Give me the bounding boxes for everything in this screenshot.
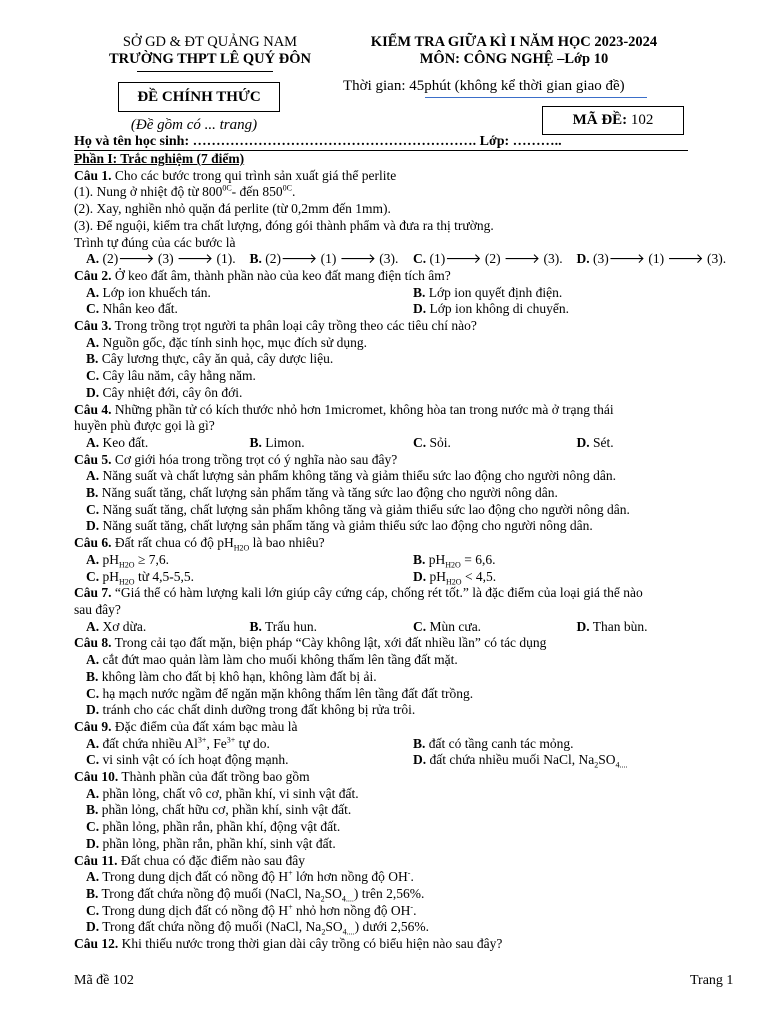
step-text: (1). Nung ở nhiệt độ từ 800 (74, 184, 223, 200)
q-text: Đặc điểm của đất xám bạc màu là (111, 718, 298, 734)
sup: + (288, 868, 293, 878)
exam-code-box (542, 106, 684, 135)
question-4 (74, 402, 734, 419)
q-label: Câu 11. (74, 852, 118, 868)
option-c[interactable] (413, 435, 577, 452)
opt-letter: D. (413, 568, 427, 584)
option-b[interactable] (413, 736, 740, 753)
option-d[interactable] (577, 619, 741, 636)
question-5 (74, 452, 734, 469)
opt-text: vi sinh vật có ích hoạt động mạnh. (99, 752, 289, 768)
sub: 4.... (615, 761, 628, 770)
opt-text: = 6,6. (460, 551, 496, 567)
sub: 2 (320, 894, 325, 904)
option-a[interactable] (74, 652, 734, 669)
option-a[interactable] (74, 786, 734, 803)
option-b[interactable] (250, 435, 414, 452)
option-d[interactable] (74, 919, 734, 936)
opt-text: Cây nhiệt đới, cây ôn đới. (99, 384, 243, 400)
opt-text: Trong dung dịch đất có nồng độ H (99, 902, 289, 918)
option-b[interactable] (413, 285, 740, 302)
opt-letter: C. (86, 752, 100, 768)
opt-text: đất chứa nhiều Al (99, 735, 198, 751)
opt-text: Than bùn. (589, 618, 648, 634)
pages-note: (Đề gồm có ... trang) (130, 117, 258, 133)
opt-text: , Fe (206, 735, 227, 751)
opt-letter: B. (413, 735, 426, 751)
opt-letter: D. (413, 301, 427, 317)
time-prefix: Thời gian: (343, 78, 410, 94)
opt-text: . (410, 869, 414, 885)
sup: - (407, 868, 411, 878)
opt-letter: C. (86, 568, 100, 584)
option-b[interactable] (74, 802, 734, 819)
q-label: Câu 2. (74, 267, 112, 283)
q-label: Câu 12. (74, 936, 119, 952)
opt-text: Lớp ion quyết định điện. (425, 284, 563, 300)
school-name: TRƯỜNG THPT LÊ QUÝ ĐÔN (109, 51, 311, 67)
sup: 3+ (197, 735, 207, 745)
sub: 2 (594, 761, 599, 770)
opt-letter: C. (86, 819, 100, 835)
option-c[interactable] (413, 251, 577, 268)
option-b[interactable] (74, 485, 734, 502)
q1-step1 (74, 184, 734, 201)
opt-letter: C. (413, 618, 427, 634)
opt-letter: B. (249, 434, 262, 450)
opt-letter: A. (86, 251, 100, 267)
q6-options-cd (74, 569, 734, 586)
q4-text-cont: huyền phù được gọi là gì? (74, 418, 215, 434)
q7-options (74, 619, 734, 636)
question-8 (74, 635, 734, 652)
q-text: Trong cải tạo đất mặn, biện pháp “Cày không lật, xới đất nhiều lần” có tác dụng (111, 635, 547, 651)
opt-text: . (413, 902, 417, 918)
opt-letter: A. (86, 434, 100, 450)
option-a[interactable] (86, 552, 413, 569)
opt-text: Lớp ion khuếch tán. (99, 284, 211, 300)
opt-text: đất chứa nhiều muối NaCl, Na (426, 752, 595, 768)
opt-text: Trong dung dịch đất có nồng độ H (99, 869, 289, 885)
option-b[interactable] (413, 552, 740, 569)
opt-letter: D. (576, 434, 590, 450)
q-text: Cơ giới hóa trong trồng trọt có ý nghĩa nào sau đây? (111, 451, 398, 467)
opt-letter: B. (86, 802, 99, 818)
opt-text: Trong đất chứa nồng độ muối (NaCl, Na (99, 919, 322, 935)
option-a[interactable] (86, 435, 250, 452)
option-c[interactable] (74, 502, 734, 519)
opt-text: Năng suất tăng, chất lượng sản phẩm tăng và tăng sức lao động cho người nông dân. (98, 485, 558, 501)
q9-options-cd (74, 752, 734, 769)
opt-text: (3)🡒 (1) 🡒 (3). (589, 251, 727, 267)
option-c[interactable] (86, 569, 413, 586)
option-c[interactable] (74, 903, 734, 920)
sub: 4.... (342, 928, 355, 938)
opt-text: (2)🡒 (3) 🡒 (1). (99, 251, 236, 267)
opt-text: Năng suất tăng, chất lượng sản phẩm không tăng và giảm thiểu sức lao động cho người nông dân. (99, 501, 630, 517)
sub: H2O (446, 577, 462, 587)
q-label: Câu 4. (74, 401, 112, 417)
sub: H2O (119, 560, 135, 570)
opt-text: pH (426, 568, 446, 584)
opt-letter: D. (86, 835, 100, 851)
option-b[interactable] (250, 619, 414, 636)
opt-letter: A. (86, 551, 100, 567)
q6-options-ab (74, 552, 734, 569)
exam-time (343, 78, 625, 95)
code-label: MÃ ĐỀ: (572, 112, 628, 128)
opt-letter: C. (86, 902, 100, 918)
option-d[interactable] (74, 385, 734, 402)
q-text: Khi thiếu nước trong thời gian dài cây trồng có biểu hiện nào sau đây? (118, 936, 503, 952)
option-c[interactable] (74, 819, 734, 836)
opt-text: SO (324, 885, 342, 901)
opt-text: Năng suất tăng, chất lượng sản phẩm tăng và giảm thiểu sức lao động cho người nông dân. (99, 518, 593, 534)
footer-code: Mã đề 102 (74, 973, 134, 988)
opt-text: Mùn cưa. (426, 618, 482, 634)
opt-text: Xơ dừa. (99, 618, 147, 634)
opt-text: tránh cho các chất dinh dưỡng trong đất không bị rửa trôi. (99, 702, 416, 718)
time-value: 45phút (không kể thời gian giao đề) (409, 78, 625, 94)
option-d[interactable] (74, 836, 734, 853)
sup: + (288, 902, 293, 912)
q-label: Câu 5. (74, 451, 112, 467)
option-d[interactable] (413, 569, 740, 586)
q1-stem: Trình tự đúng của các bước là (74, 234, 236, 250)
opt-letter: C. (413, 434, 427, 450)
opt-letter: C. (86, 301, 100, 317)
q-label: Câu 7. (74, 585, 112, 601)
opt-text: SO (325, 919, 343, 935)
question-11 (74, 853, 734, 870)
opt-text: Cây lương thực, cây ăn quả, cây dược liệu. (98, 351, 334, 367)
opt-letter: B. (86, 485, 99, 501)
option-b[interactable] (74, 886, 734, 903)
opt-text: Nhân keo đất. (99, 301, 178, 317)
q-text: Đất chua có đặc điểm nào sau đây (117, 852, 305, 868)
opt-letter: B. (86, 668, 99, 684)
time-underline (425, 97, 647, 98)
step-text: - đến 850 (231, 184, 283, 200)
opt-text: ) dưới 2,56%. (354, 919, 430, 935)
sub: H2O (119, 577, 135, 587)
opt-letter: D. (86, 919, 100, 935)
opt-letter: B. (249, 251, 262, 267)
opt-text: pH (99, 568, 119, 584)
q1-step3: (3). Để nguội, kiểm tra chất lượng, đóng gói thành phẩm và đưa ra thị trường. (74, 217, 494, 233)
opt-letter: A. (86, 652, 100, 668)
option-b[interactable] (74, 351, 734, 368)
question-6 (74, 535, 734, 552)
opt-text: Trấu hun. (261, 618, 318, 634)
option-a[interactable] (86, 251, 250, 268)
sup: 3+ (226, 735, 236, 745)
opt-text: không làm cho đất bị khô hạn, không làm đất bị ải. (98, 668, 377, 684)
q2-options-ab (74, 285, 734, 302)
q-text: Ở keo đất âm, thành phần nào của keo đất mang điện tích âm? (111, 267, 451, 283)
sub: H2O (445, 560, 461, 570)
opt-text: đất có tầng canh tác mỏng. (425, 735, 574, 751)
q-label: Câu 8. (74, 635, 112, 651)
step-text: . (292, 184, 296, 200)
question-10 (74, 769, 734, 786)
opt-letter: A. (86, 284, 100, 300)
exam-title: KIỂM TRA GIỮA KÌ I NĂM HỌC 2023-2024 (370, 34, 658, 50)
part1-title: Phần I: Trắc nghiệm (7 điểm) (74, 151, 245, 166)
q-label: Câu 10. (74, 769, 119, 785)
school-underline (137, 71, 273, 72)
q-label: Câu 1. (74, 167, 112, 183)
question-9 (74, 719, 734, 736)
code-value: 102 (630, 112, 654, 128)
question-7 (74, 585, 734, 602)
option-b[interactable] (250, 251, 414, 268)
header-left (70, 34, 350, 68)
option-b[interactable] (74, 669, 734, 686)
q-label: Câu 9. (74, 718, 112, 734)
option-d[interactable] (577, 435, 741, 452)
sub: 4.... (341, 894, 354, 904)
option-a[interactable] (86, 285, 413, 302)
opt-letter: A. (86, 869, 100, 885)
option-c[interactable] (74, 686, 734, 703)
opt-letter: C. (86, 368, 100, 384)
opt-text: Năng suất và chất lượng sản phẩm không tăng và giảm thiểu sức lao động cho người nông dân. (99, 468, 617, 484)
opt-text: nhỏ hơn nồng độ OH (292, 902, 411, 918)
opt-letter: D. (413, 752, 427, 768)
opt-letter: B. (413, 551, 426, 567)
exam-content (74, 151, 734, 953)
question-3 (74, 318, 734, 335)
opt-text: < 4,5. (461, 568, 497, 584)
question-2 (74, 268, 734, 285)
opt-text: phần lỏng, chất vô cơ, phần khí, vi sinh vật đất. (99, 785, 359, 801)
opt-text: Trong đất chứa nồng độ muối (NaCl, Na (98, 885, 321, 901)
opt-text: phần lỏng, phần rắn, phần khí, động vật đất. (99, 819, 341, 835)
q-text: Những phần tử có kích thước nhỏ hơn 1micromet, không hòa tan trong nước mà ở trạng thái (111, 401, 614, 417)
opt-text: pH (425, 551, 446, 567)
question-1 (74, 168, 734, 185)
q-text: Cho các bước trong qui trình sản xuất giá thể perlite (111, 167, 397, 183)
official-label: ĐỀ CHÍNH THỨC (118, 82, 280, 112)
opt-text: Limon. (261, 434, 305, 450)
opt-text: Nguồn gốc, đặc tính sinh học, mục đích sử dụng. (99, 334, 368, 350)
option-d[interactable] (74, 702, 734, 719)
q-label: Câu 6. (74, 535, 112, 551)
opt-text: Keo đất. (99, 434, 149, 450)
option-d[interactable] (413, 301, 740, 318)
sup: - (410, 902, 414, 912)
option-a[interactable] (86, 736, 413, 753)
q-label: Câu 3. (74, 318, 112, 334)
opt-text: hạ mạch nước ngầm để ngăn mặn không thấm lên tầng đất đất trồng. (99, 685, 474, 701)
q2-options-cd (74, 301, 734, 318)
opt-letter: C. (413, 251, 427, 267)
opt-text: Sỏi. (426, 434, 451, 450)
opt-letter: B. (86, 351, 99, 367)
q-text: Thành phần của đất trồng bao gồm (118, 769, 310, 785)
option-a[interactable] (74, 335, 734, 352)
q-text: Đất rất chua có độ pH (111, 535, 234, 551)
opt-letter: A. (86, 735, 100, 751)
q1-step2: (2). Xay, nghiền nhỏ quặn đá perlite (từ 0,2mm đến 1mm). (74, 201, 391, 217)
opt-letter: B. (413, 284, 426, 300)
opt-letter: A. (86, 468, 100, 484)
q-text: là bao nhiêu? (249, 535, 325, 551)
option-c[interactable] (413, 619, 577, 636)
opt-letter: A. (86, 334, 100, 350)
opt-text: (2)🡒 (1) 🡒 (3). (261, 251, 399, 267)
opt-text: ) trên 2,56%. (353, 885, 425, 901)
student-line: Họ và tên học sinh: ……………………………………………………. Lớp: ……….. (74, 134, 562, 149)
q1-options (74, 251, 734, 268)
opt-letter: C. (86, 501, 100, 517)
opt-text: Lớp ion không di chuyển. (426, 301, 569, 317)
opt-letter: A. (86, 785, 100, 801)
option-a[interactable] (74, 468, 734, 485)
header-right (330, 34, 698, 68)
sup: 0C (222, 183, 232, 193)
opt-letter: D. (576, 251, 590, 267)
opt-text: pH (99, 551, 119, 567)
opt-letter: D. (86, 384, 100, 400)
opt-text: cắt đứt mao quản làm làm cho muối không thấm lên tầng đất mặt. (99, 652, 458, 668)
subject: MÔN: CÔNG NGHỆ –Lớp 10 (419, 51, 609, 67)
opt-letter: D. (86, 518, 100, 534)
q-text: Trong trồng trọt người ta phân loại cây trồng theo các tiêu chí nào? (111, 318, 477, 334)
sub: 2 (321, 928, 326, 938)
opt-text: SO (598, 752, 616, 768)
option-d[interactable] (74, 518, 734, 535)
opt-text: ≥ 7,6. (134, 551, 169, 567)
q4-options (74, 435, 734, 452)
q7-text-cont: sau đây? (74, 601, 121, 617)
question-12 (74, 936, 734, 953)
opt-text: từ 4,5-5,5. (134, 568, 195, 584)
option-a[interactable] (74, 869, 734, 886)
opt-letter: B. (86, 885, 99, 901)
opt-letter: A. (86, 618, 100, 634)
option-a[interactable] (86, 619, 250, 636)
opt-letter: D. (86, 702, 100, 718)
opt-letter: C. (86, 685, 100, 701)
opt-text: (1)🡒 (2) 🡒 (3). (426, 251, 563, 267)
option-c[interactable] (86, 301, 413, 318)
q9-options-ab (74, 736, 734, 753)
opt-text: Cây lâu năm, cây hằng năm. (99, 368, 256, 384)
option-c[interactable] (74, 368, 734, 385)
option-d[interactable] (577, 251, 741, 268)
option-c[interactable] (86, 752, 413, 769)
opt-letter: D. (576, 618, 590, 634)
sub: H2O (233, 543, 250, 553)
option-d[interactable] (413, 752, 740, 769)
department: SỞ GD & ĐT QUẢNG NAM (122, 34, 298, 50)
opt-text: lớn hơn nồng độ OH (292, 869, 408, 885)
opt-letter: B. (249, 618, 262, 634)
opt-text: phần lỏng, chất hữu cơ, phần khí, sinh vật đất. (98, 802, 352, 818)
opt-text: tự do. (235, 735, 270, 751)
q-text: “Giá thể có hàm lượng kali lớn giúp cây cứng cáp, chống rét tốt.” là đặc điểm của loại giá thể nào (111, 585, 643, 601)
footer-page: Trang 1 (690, 973, 734, 988)
opt-text: Sét. (589, 434, 614, 450)
sup: 0C (282, 183, 293, 193)
opt-text: phần lỏng, phần rắn, phần khí, sinh vật đất. (99, 835, 336, 851)
